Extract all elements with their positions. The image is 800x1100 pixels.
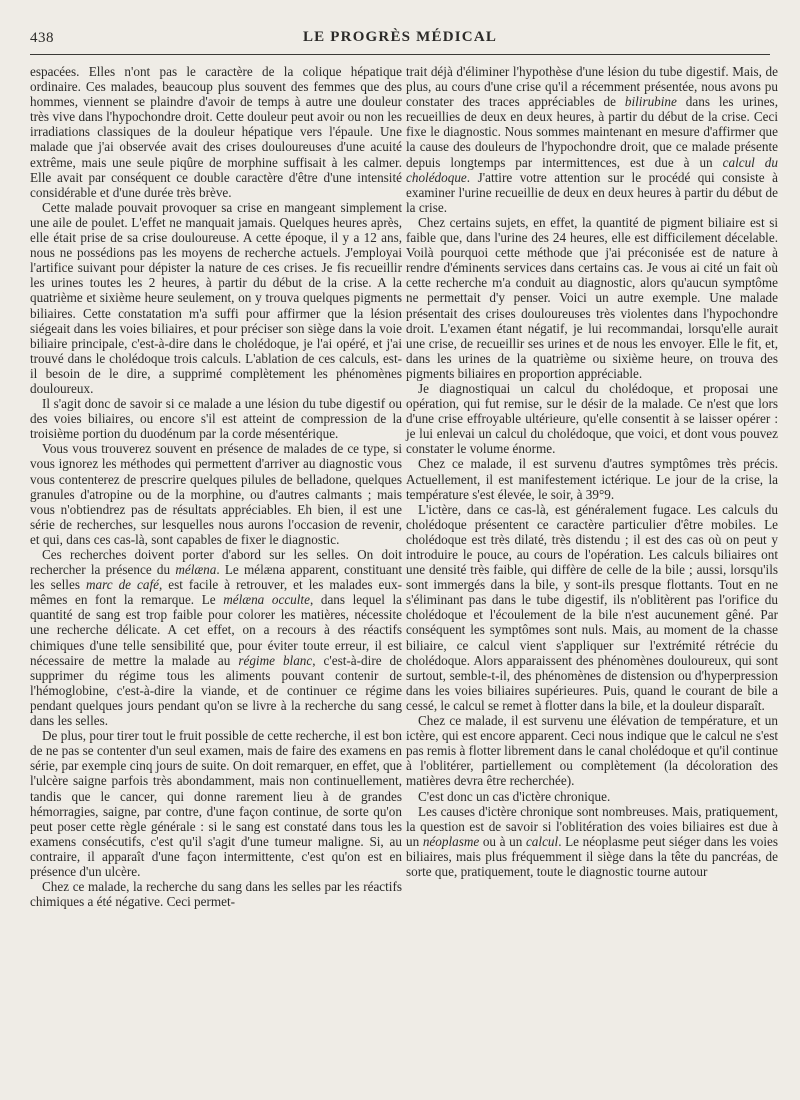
paragraph: Je diagnostiquai un calcul du cholédoque, et proposai une opération, qui fut remise, sur le désir de la malade. Ce n'est que lors d'une crise effroyable ultérieure, qu'elle consentit à se laisser opérer : je lui enlevai un calcul du cholédoque, que voici, et dont vous pouvez constater le volume énorme. [406,380,778,457]
right-column [406,64,778,1086]
paragraph: Chez ce malade, il est survenu une élévation de température, et un ictère, qui est encore apparent. Ceci nous indique que le calcul ne s'est pas remis à flotter librement dans le canal cholédoque et qu'il continue à l'oblitérer, partiellement ou complètement (la décoloration des matières devra être recherchée). [406,713,778,789]
paragraph: Vous vous trouverez souvent en présence de malades de ce type, si vous ignorez les méthodes qui permettent d'arriver au diagnostic vous vous contenterez de prescrire quelques pilules de belladone, quelques granules d'atropine ou de la morphine, ou d'autres calmants ; mais vous n'obtiendrez pas de résultats appréciables. Eh bien, il est une série de recherches, sur lesquelles nous aurons l'occasion de revenir, et qui, dans ces cas-là, sont capables de fixer le diagnostic. [30,441,402,547]
running-title: LE PROGRÈS MÉDICAL [302,29,498,45]
paragraph: Chez ce malade, la recherche du sang dans les selles par les réactifs chimiques a été négative. Ceci permet- [30,879,402,910]
paragraph: Ces recherches doivent porter d'abord sur les selles. On doit rechercher la présence du mélæna. Le mélæna apparent, constituant les selles marc de café, est facile à retrouver, et les malades eux-mêmes en font la remarque. Le mélæna occulte, dans lequel la quantité de sang est trop faible pour colorer les matières, nécessite une recherche délicate. A cet effet, on a recours à des réactifs chimiques d'une telle sensibilité que, pour éviter toute erreur, il est nécessaire de mettre la malade au régime blanc, c'est-à-dire de supprimer du régime tous les aliments pouvant contenir de l'hémoglobine, c'est-à-dire la viande, et de continuer ce régime pendant quelques jours pendant qu'on se livre à la recherche du sang dans les selles. [30,547,403,729]
page-header [30,26,770,50]
paragraph: Les causes d'ictère chronique sont nombreuses. Mais, pratiquement, la question est de savoir si l'oblitération des voies biliaires est due à un néoplasme ou à un calcul. Le néoplasme peut siéger dans les voies biliaires, mais plus fréquemment il siège dans la tête du pancréas, de sorte que, pratiquement, toute le diagnostic tourne autour [406,803,779,879]
text-columns [30,64,778,1086]
header-rule [30,54,770,55]
paragraph: C'est donc un cas d'ictère chronique. [418,788,611,804]
paragraph: trait déjà d'éliminer l'hypothèse d'une lésion du tube digestif. Mais, de plus, au cours d'une crise qu'il a récemment présentée, nous avons pu constater des traces appréciables de bilirubine dans les urines, recueillies de deux en deux heures, à partir du début de la crise. Ceci fixe le diagnostic. Nous sommes maintenant en mesure d'affirmer que la cause des douleurs de l'hypochondre droit, que ce malade présente depuis longtemps par intermittences, est due à un calcul du cholédoque. J'attire votre attention sur le procédé qui consiste à examiner l'urine recueillie de deux en deux heures à partir du début de la crise. [406,64,778,215]
left-column [30,64,402,1086]
paragraph: Il s'agit donc de savoir si ce malade a une lésion du tube digestif ou des voies biliaires, ou encore s'il est atteint de compression de la troisième portion du duodénum par la corde mésentérique. [30,396,402,442]
paragraph: espacées. Elles n'ont pas le caractère de la colique hépatique ordinaire. Ces malades, beaucoup plus souvent des femmes que des hommes, viennent se plaindre d'avoir de temps à autre une douleur très vive dans l'hypochondre droit. Cette douleur peut avoir ou non les irradiations classiques de la douleur hépatique vers l'épaule. Une malade que j'ai observée avait des crises douloureuses d'une acuité extrême, mais une seule piqûre de morphine suffisait à les calmer. Elle avait par conséquent ce double caractère d'être d'une intensité considérable et d'une durée très brève. [30,64,402,200]
paragraph: L'ictère, dans ce cas-là, est généralement fugace. Les calculs du cholédoque présentent ce caractère particulier d'être mobiles. Le cholédoque est très dilaté, très distendu ; il est des cas où on peut y introduire le pouce, au cours de l'opération. Les calculs biliaires ont une densité très faible, qui diffère de celle de la bile ; aussi, lorsqu'ils sont immergés dans la bile, y sont-ils presque flottants. Tout en ne s'éliminant pas dans le tube digestif, ils n'oblitèrent pas l'orifice du cholédoque et l'écoulement de la bile n'est aucunement gêné. Par conséquent les symptômes sont nuls. Mais, au moment de la chasse biliaire, ce calcul vient s'appliquer sur l'extrémité rétrécie du cholédoque. Alors apparaissent des phénomènes douloureux, qui sont surtout, semble-t-il, des phénomènes de distension ou d'hyperpression dans les voies biliaires supérieures. Puis, quand le courant de bile a cessé, le calcul se remet à flotter dans la bile, et la douleur disparaît. [406,501,778,713]
paragraph: Chez ce malade, il est survenu d'autres symptômes très précis. Actuellement, il est manifestement ictérique. Le jour de la crise, la température s'est élevée, le soir, à 39°9. [406,456,778,502]
paragraph: Chez certains sujets, en effet, la quantité de pigment biliaire est si faible que, dans l'urine des 24 heures, elle est difficilement décelable. Voilà pourquoi cette méthode que j'ai préconisée est de nature à rendre d'éminents services dans certains cas. Je vous ai cité un fait où cette recherche m'a conduit au diagnostic, alors qu'aucun symptôme ne permettait d'y penser. Voici un autre exemple. Une malade présentait des crises douloureuses très violentes dans l'hypochondre droit. L'examen étant négatif, je lui recommandai, lorsqu'elle aurait une crise, de recueillir ses urines et de nous les envoyer. Elle le fit, et, dans les urines de la quatrième ou sixième heure, on trouva des pigments biliaires en proportion appréciable. [406,214,778,381]
paragraph: De plus, pour tirer tout le fruit possible de cette recherche, il est bon de ne pas se contenter d'un seul examen, mais de faire des examens en série, par exemple cinq jours de suite. On doit remarquer, en effet, que l'ulcère saigne parfois très abondamment, mais non continuellement, tandis que le cancer, qui donne rarement lieu à de grandes hémorragies, saigne, par contre, d'une façon continue, de sorte qu'on peut poser cette règle générale : si le sang est constaté dans tous les examens consécutifs, c'est qu'il s'agit d'une tumeur maligne. Si, au contraire, il apparaît d'une façon intermittente, c'est qu'on est en présence d'un ulcère. [30,728,402,879]
paragraph: Cette malade pouvait provoquer sa crise en mangeant simplement une aile de poulet. L'effet ne manquait jamais. Quelques heures après, elle était prise de sa crise douloureuse. A cette époque, il y a 12 ans, nous ne possédions pas les moyens de recherche actuels. J'employai l'artifice suivant pour dépister la nature de ces crises. Je fis recueillir les urines toutes les 2 heures, à partir du début de la crise. A la quatrième et sixième heure seulement, on y trouva quelques pigments biliaires. Cette constatation m'a suffi pour affirmer que la lésion siégeait dans les voies biliaires, et pour préciser son siège dans la voie biliaire principale, c'est-à-dire dans le cholédoque, je l'ai opéré, et j'ai trouvé dans le cholédoque trois calculs. L'ablation de ces calculs, est-il besoin de le dire, a supprimé complètement les phénomènes douloureux. [30,199,402,396]
page-number: 438 [30,30,54,46]
